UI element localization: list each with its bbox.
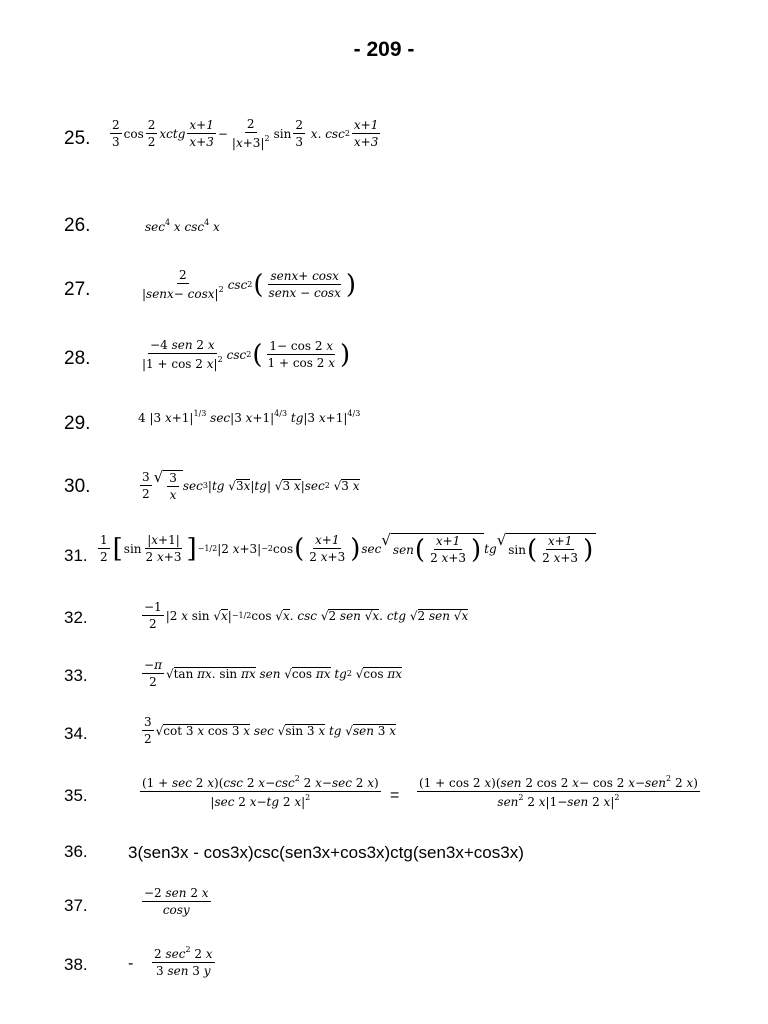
formula-32: $\frac{-1}{2}$ |2 x sin √ x | −1/2 cos √ x . csc √ 2 sen √x . ctg √ 2 sen √x [144,600,469,631]
item-number-31: 31. [64,546,88,565]
item-number-36: 36. [64,842,88,861]
formula-37: $\frac{\text{−2 sen 2 x}}{\cos y}$ [144,886,209,917]
formula-34: $\frac{3}{2}$ √ cot 3 x cos 3 x sec √ sin 3 x tg √ sen 3 x [144,715,396,746]
item-number-34: 34. [64,724,88,743]
page-number: - 209 - [353,38,415,61]
item-number-29: 29. [64,413,91,434]
item-number-30: 30. [64,476,91,497]
formula-26: $\sec^4 x$ $\csc^4 x$ [145,218,220,234]
item-number-32: 32. [64,608,88,627]
item-number-37: 37. [64,896,88,915]
formula-25: $\frac{2}{3}$ cos $\frac{2}{2}$ xctg $\frac{x+1}{x+3}$ − $\frac{2}{|x+3|^2}$ sin $\frac{2}{3}$ x . csc 2 $\frac{x+1}{x+3}$ [112,117,379,150]
item-number-28: 28. [64,348,91,369]
formula-27: $\frac{2}{|senx- \cos x|^2}$ csc 2 ( $\frac{\text{senx+ cosx}}{\text{senx − cosx}}$ ) [142,268,357,301]
item-number-35: 35. [64,786,88,805]
equals-sign: = [390,787,400,804]
formula-31: $\frac{1}{2}$ [ sin $\frac{|x+1|}{2 x+3}$ ] −1/2 |2 x +3| −2 cos ( $\frac{x+1}{2 x+3}$ ) sec √ sen ( $\frac{x+1}{2 x+3}$ ) tg √ sin ( $\frac{x+1}{2 x+3}$ ) [96,533,596,564]
minus-sign: - [128,955,134,972]
item-number-33: 33. [64,666,88,685]
formula-33: $\frac{-\pi}{2}$ √ tan πx. sin πx sen √ cos πx tg 2 √ cos πx [144,658,402,689]
formula-30: $\frac{3}{2}$ √ $\frac{3}{x}$ sec 3 | tg √ 3x | tg | √ 3 x | sec 2 √ 3 x [142,468,360,502]
formula-38: $\frac{2 \sec^2 2 x}{\text{3 sen 3 y}}$ [154,945,213,978]
item-number-27: 27. [64,279,91,300]
formula-35-left: $\frac{(1 + \sec 2 x)(\csc 2 x-\csc^2 2 x-\sec 2 x)}{|\sec 2 x-tg 2 x|^2}$ [142,774,379,809]
formula-28: $\frac{\text{−4 sen 2 x}}{|1 + \cos 2 x|^2}$ csc 2 ( $\frac{1- \cos 2 x}{1 + \cos 2 x}$ ) [142,338,351,371]
formula-36: 3(sen3x - cos3x)csc(sen3x+cos3x)ctg(sen3x+cos3x) [128,843,524,862]
formula-29: 4 |3 $x+1|^{1/3}$ sec|3 $x+1|^{4/3}$ tg|3 $x+1|^{4/3}$ [138,409,361,425]
item-number-38: 38. [64,955,88,974]
item-number-26: 26. [64,215,91,236]
formula-35-right: $\frac{(1 + \cos 2 x)(sen 2 \cos 2 x- \cos 2 x-sen^2 2 x)}{sen^2 2 x|1-sen 2 x|^2}$ [419,774,698,809]
item-number-25: 25. [64,128,91,149]
